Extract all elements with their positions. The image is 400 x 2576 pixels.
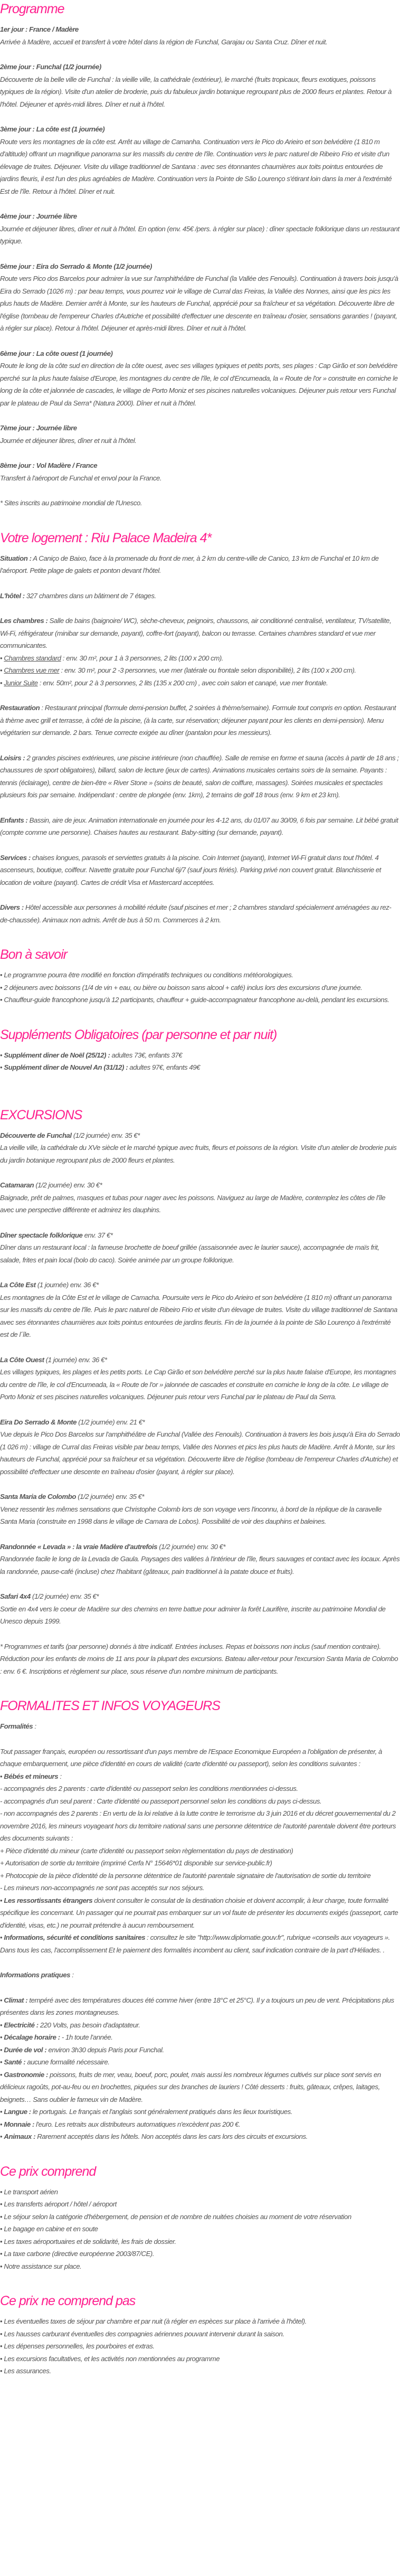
rooms-text: Salle de bains (baignoire/ WC), sèche-cheveux, peignoirs, chaussons, air conditionné centralisé, ventilateur, TV/satellite, Wi-Fi, réfrigérateur (minibar sur demande, payant), coffre-fort (payant), balcon ou terrasse. Certaines chambres standard et vue mer communicantes. [0, 617, 392, 649]
day-title: 2ème jour : Funchal (1/2 journée) [0, 63, 101, 71]
services-text: chaises longues, parasols et serviettes gratuits à la piscine. Coin Internet (payant), Internet Wi-Fi gratuit dans tout l'hôtel. 4 ascenseurs, boutique, coiffeur. Navette gratuite pour Funchal 6j/7 (sauf jours fériés). Parking privé non couvert gratuit. Blanchisserie et location de voiture (payant). Cartes de crédit Visa et Mastercard acceptées. [0, 853, 382, 886]
info-text: le portugais. Le français et l'anglais sont généralement pratiqués dans les lieux touristiques. [31, 2108, 292, 2116]
day-title: 5ème jour : Eira do Serrado & Monte (1/2 journée) [0, 262, 152, 270]
excursion-item [0, 1590, 400, 1628]
excursion-title: Dîner spectacle folklorique [0, 1231, 83, 1239]
excursion-text: Sortie en 4x4 vers le coeur de Madère sur des chemins en terre battue pour admirer la forêt Laurifère, inscrite au patrimoine Mondial de Unesco depuis 1999. [0, 1605, 386, 1625]
excursion-title: Santa Maria de Colombo [0, 1493, 76, 1501]
excursion-text: Baignade, prêt de palmes, masques et tubas pour nager avec les poissons. Naviguez au large de Madère, contemplez les côtes de l'île avec une perspective différente et admirez les dauphins. [0, 1193, 386, 1214]
situation-label: Situation : [0, 554, 32, 562]
day-title: 4ème jour : Journée libre [0, 212, 77, 220]
hotel-divers [0, 901, 400, 926]
excursion-title: La Côte Est [0, 1281, 36, 1289]
hotel-enfants [0, 814, 400, 839]
list-item: • Les éventuelles taxes de séjour par chambre et par nuit (à régler en espèces sur place à l'arrivée à l'hôtel). [0, 2315, 400, 2328]
enfants-text: Bassin, aire de jeux. Animation internationale en journée pour les 4-12 ans, du 01/07 au 30/09, 6 fois par semaine. Lit bébé gratuit (compte comme une personne). Chaises hautes au restaurant. Baby-sitting (sur demande, payant). [0, 816, 398, 836]
info-item [0, 2031, 400, 2044]
excursion-price: (1 journée) env. 36 €* [35, 1281, 99, 1289]
good-to-know-heading: Bon à savoir [0, 947, 67, 962]
day-text: Route le long de la côte sud en direction de la côte ouest, avec ses villages typiques et petits ports, ses plages : Cap Girão et son belvédère perché sur la plus haute falaise d'Europe, les montagnes du centre de l'île, le col d'Encumeada, la « Route de l'or » construite en corniche le long de la côte et jalonnée de cascades, le village de Porto Moniz et ses piscines naturelles volcaniques. Déjeuner puis retour vers Funchal par le plateau de Paul da Serra* (Natura 2000). Dîner et nuit à l'hôtel. [0, 362, 398, 407]
divers-label: Divers : [0, 903, 24, 911]
price-excludes-section [0, 2290, 400, 2377]
day-title: 3ème jour : La côte est (1 journée) [0, 125, 105, 133]
formalities-section [0, 1695, 400, 2143]
hotel-situation [0, 552, 400, 577]
excursion-title: Randonnée « Levada » : la vraie Madère d'autrefois [0, 1542, 157, 1551]
day-text: Journée et déjeuner libres, dîner et nuit à l'hôtel. En option (env. 45€ /pers. à régler sur place) : dîner spectacle folklorique dans un restaurant typique. [0, 224, 399, 245]
excursion-price: (1/2 journée) env. 30 €* [34, 1181, 102, 1189]
excursion-title: Découverte de Funchal [0, 1131, 72, 1139]
list-item: • 2 déjeuners avec boissons (1/4 de vin + eau, ou bière ou boisson sans alcool + café) inclus lors des excursions d'une journée. [0, 982, 400, 994]
info-label: Décalage horaire : [4, 2033, 60, 2041]
info-label: Langue : [4, 2108, 31, 2116]
info-text: 220 Volts, pas besoin d'adaptateur. [38, 2021, 140, 2029]
security-label: Informations, sécurité et conditions sanitaires [4, 1933, 145, 1941]
room-type-sea-view [0, 664, 400, 677]
supplements-heading: Suppléments Obligatoires (par personne et par nuit) [0, 1027, 277, 1042]
info-text: poissons, fruits de mer, veau, boeuf, porc, poulet, mais aussi les nombreux légumes cultivés sur place sont servis en délicieux ragoûts, pot-au-feu ou en brochettes, piquées sur des branches de lauriers ! Côté desserts : fruits, gâteaux, crêpes, laitages, beignets… Sans oublier le fameux vin de Madère. [0, 2070, 381, 2103]
list-item: • Les hausses carburant éventuelles des compagnies aériennes pouvant intervenir durant la saison. [0, 2328, 400, 2341]
day-7 [0, 422, 400, 447]
excursion-text: Dîner dans un restaurant local : la fameuse brochette de boeuf grillée (assaisonnée avec le laurier sauce), accompagnée de maïs frit, salade, frites et pain local (bolo do caco). Soirée animée par un groupe folklorique. [0, 1243, 379, 1264]
info-text: l'euro. Les retraits aux distributeurs automatiques n'excèdent pas 200 €. [34, 2120, 241, 2128]
supplements-section [0, 1024, 400, 1074]
hotel-heading: Votre logement : Riu Palace Madeira 4* [0, 530, 212, 545]
formalities-label: Formalités [0, 1722, 33, 1730]
services-label: Services : [0, 853, 31, 862]
day-title: 8ème jour : Vol Madère / France [0, 461, 98, 469]
day-text: Transfert à l'aéroport de Funchal et envol pour la France. [0, 474, 162, 482]
room-type-standard [0, 652, 400, 665]
room-type-text: : env. 30 m², pour 1 à 3 personnes, 2 lits (100 x 200 cm). [61, 654, 224, 662]
hotel-restauration [0, 702, 400, 739]
minors-label: Bébés et mineurs [4, 1772, 59, 1780]
excursion-text: Vue depuis le Pico Dos Barcelos sur l'amphithéâtre de Funchal (Vallée des Fenouils). Continuation à travers les bois jusqu'à Eira do Serrado (1 026 m) : village de Curral das Freiras visible par beau temps, Vallée des Nonnes et pics les plus hauts de Madère. Arrêt à Monte, sur les hauteurs de Funchal, apprécié pour sa fraîcheur et sa végétation. Découverte libre de l'église (tombeau de l'empereur Charles d'Autriche) et possibilité d'effectuer une descente en traîneau d'osier (payant, à régler sur place). [0, 1430, 400, 1476]
restauration-text: : Restaurant principal (formule demi-pension buffet, 2 soirées à thème/semaine). Formule tout compris en option. Restaurant à thème avec grill et terrasse, à côté de la piscine, (à la carte, sur réservation; déjeuner payant pour les clients en demi-pension). Menu végétarien sur demande. 2 bars. Tenue correcte exigée au dîner (pantalon pour les messieurs). [0, 704, 396, 737]
excursion-text: Les montagnes de la Côte Est et le village de Camacha. Poursuite vers le Pico do Arieiro et son belvédère (1 810 m) offrant un panorama sur les massifs du centre de l'île. Puis le parc naturel de Ribeiro Frio et visite d'un élevage de truites. Visite du village traditionnel de Santana avec ses étonnantes chaumières aux toits pointus entourées de jardins fleuris. Fin de la journée à la pointe de São Lourenço à l'extrémité est de l´île. [0, 1293, 397, 1338]
info-item [0, 1994, 400, 2019]
hotel-services [0, 852, 400, 889]
day-title: 1er jour : France / Madère [0, 25, 79, 33]
day-6 [0, 347, 400, 410]
info-text: Rarement acceptés dans les hôtels. Non acceptés dans les cars lors des circuits et excursions. [35, 2132, 308, 2140]
room-type-text: : env. 30 m², pour 2 -3 personnes, vue mer (latérale ou frontale selon disponibilité), 2 lits (100 x 200 cm). [59, 666, 356, 674]
info-text: environ 3h30 depuis Paris pour Funchal. [46, 2045, 164, 2054]
excursion-item [0, 1279, 400, 1341]
hotel-loisirs [0, 752, 400, 801]
day-title: 6ème jour : La côte ouest (1 journée) [0, 349, 113, 357]
info-item [0, 2118, 400, 2131]
list-item: • Les assurances. [0, 2365, 400, 2377]
excursion-item [0, 1129, 400, 1167]
programme-section [0, 1, 400, 509]
excursion-title: Catamaran [0, 1181, 34, 1189]
excursion-item [0, 1354, 400, 1403]
list-item: • Chauffeur-guide francophone jusqu'à 12 participants, chauffeur + guide-accompagnateur francophone au-delà, pendant les excursions. [0, 994, 400, 1006]
excursion-title: La Côte Ouest [0, 1355, 44, 1364]
practical-info-label: Informations pratiques [0, 1971, 70, 1979]
loisirs-text: 2 grandes piscines extérieures, une piscine intérieure (non chauffée). Salle de remise en forme et sauna (accès à partir de 18 ans ; chaussures de sport obligatoires), billard, salon de lecture (jeux de cartes). Animations musicales certains soirs de la semaine. Payants : tennis (éclairage), centre de bien-être « River Stone » (soins de beauté, salon de coiffure, massages). Soirées musicales et spectacles plusieurs fois par semaine. Indépendant : centre de plongée (env. 1km), 2 terrains de golf 18 trous (env. 9 km et 23 km). [0, 753, 399, 799]
list-item: • Les excursions facultatives, et les activités non mentionnées au programme [0, 2353, 400, 2365]
info-label: Monnaie : [4, 2120, 34, 2128]
day-text: Route vers les montagnes de la côte est. Arrêt au village de Camanha. Continuation vers le Pico do Arieiro et son belvédère (1 810 m d'altitude) offrant un magnifique panorama sur les massifs du centre de l'île. Continuation vers le parc naturel de Ribeiro Frio et visite d'un élevage de truites. Déjeuner. Visite du village traditionnel de Santana : avec ses étonnantes chaumières aux toits pointus entourées de jardins fleuris, il est l'un des plus agréables de Madère. Continuation vers la Pointe de São Lourenço s'étirant loin dans la mer à l'extrémité Est de l'île. Retour à l'hôtel. Dîner et nuit. [0, 137, 392, 195]
security-text: : consultez le site "http://www.diplomatie.gouv.fr", rubrique «conseils aux voyageurs ». Dans tous les cas, l'accomplissement Et le paiement des formalités incombent au client, sauf indication contraire de la part d'Héliades. . [0, 1933, 390, 1954]
info-text: - 1h toute l'année. [60, 2033, 113, 2041]
day-title: 7ème jour : Journée libre [0, 424, 77, 432]
restauration-label: Restauration [0, 704, 40, 712]
info-label: Gastronomie : [4, 2070, 48, 2079]
good-to-know-section [0, 944, 400, 1006]
enfants-label: Enfants : [0, 816, 28, 824]
info-item [0, 2106, 400, 2118]
price-includes-heading: Ce prix comprend [0, 2164, 96, 2179]
list-item: • Les transferts aéroport / hôtel / aéroport [0, 2198, 400, 2211]
excursion-price: (1 journée) env. 36 €* [44, 1355, 107, 1364]
list-item: • La taxe carbone (directive européenne 2003/87/CE). [0, 2248, 400, 2260]
excursion-text: Les villages typiques, les plages et les petits ports. Le Cap Girão et son belvédère perché sur la plus haute falaise d'Europe, les montagnes du centre de l'île, le col d'Encumeada, la « Route de l'or » jalonnée de cascades et construite en corniche le long de la côte. Le village de Porto Moniz et ses piscines naturelles volcaniques. Déjeuner puis retour vers Funchal par le plateau de Paul da Serra. [0, 1368, 396, 1401]
rooms-label: Les chambres : [0, 617, 48, 625]
foreign-label: Les ressortissants étrangers [4, 1896, 93, 1904]
formalities-line: - accompagnés des 2 parents : carte d'identité ou passeport selon les conditions mentionnées ci-dessus. [0, 1785, 298, 1792]
situation-text: A Caniço de Baixo, face à la promenade du front de mer, à 2 km du centre-ville de Canico, 13 km de Funchal et 10 km de l'aéroport. Petite plage de galets et ponton devant l'hôtel. [0, 554, 379, 574]
day-5 [0, 260, 400, 335]
hotel-rooms [0, 615, 400, 689]
info-label: Santé : [4, 2058, 26, 2066]
colon: : [70, 1971, 74, 1979]
day-3 [0, 123, 400, 197]
minors-heading [0, 1770, 400, 1783]
excursion-price: (1/2 journée) env. 21 €* [77, 1418, 145, 1426]
info-item [0, 2069, 400, 2106]
day-text: Journée et déjeuner libres, dîner et nuit à l'hôtel. [0, 436, 137, 445]
excursions-footnote: * Programmes et tarifs (par personne) donnés à titre indicatif. Entrées incluses. Repas et boissons non inclus (sauf mention contraire). Réduction pour les enfants de moins de 11 ans pour la plupart des excursions. Bateau aller-retour pour l'excursion Santa Maria de Colombo : env. 6 €. Inscriptions et règlement sur place, sous réserve d'un nombre minimum de participants. [0, 1642, 398, 1675]
divers-text: Hôtel accessible aux personnes à mobilité réduite (sauf piscines et mer ; 2 chambres standard spécialement aménagées au rez-de-chaussée). Animaux non admis. Arrêt de bus à 50 m. Commerces à 2 km. [0, 903, 392, 924]
colon: : [33, 1722, 36, 1730]
hotel-label: L'hôtel : [0, 591, 25, 600]
supplement-price: adultes 97€, enfants 49€ [128, 1063, 201, 1071]
colon: : [58, 1772, 62, 1780]
formalities-line: - non accompagnés des 2 parents : En vertu de la loi relative à la lutte contre le terrorisme du 3 juin 2016 et du décret gouvernemental du 2 novembre 2016, les mineurs voyageant hors du territoire national sans une personne détentrice de l'autorité parentale doivent être porteurs des documents suivants : [0, 1809, 396, 1842]
excursion-item [0, 1179, 400, 1216]
info-item [0, 2130, 400, 2143]
day-8 [0, 459, 400, 484]
price-excludes-heading: Ce prix ne comprend pas [0, 2294, 136, 2308]
info-text: tempéré avec des températures douces été comme hiver (entre 18°C et 25°C). Il y a toujours un peu de vent. Précipitations plus présentes dans les zones montagneuses. [0, 1996, 394, 2016]
day-text: Arrivée à Madère, accueil et transfert à votre hôtel dans la région de Funchal, Garajau ou Santa Cruz. Dîner et nuit. [0, 37, 328, 46]
excursion-item [0, 1416, 400, 1478]
supplement-price: adultes 73€, enfants 37€ [110, 1051, 183, 1059]
loisirs-label: Loisirs : [0, 753, 25, 762]
day-4 [0, 210, 400, 248]
info-item [0, 2044, 400, 2056]
day-2 [0, 61, 400, 110]
security-info [0, 1931, 400, 1956]
formalities-line: + Photocopie de la pièce d'identité de la personne détentrice de l'autorité parentale signataire de l'autorisation de sortie du territoire [0, 1871, 371, 1880]
info-item [0, 2056, 400, 2069]
room-type-name: Junior Suite [4, 678, 38, 687]
programme-heading: Programme [0, 2, 64, 16]
excursions-section [0, 1105, 400, 1678]
list-item: • Le transport aérien [0, 2186, 400, 2198]
excursion-price: (1/2 journée) env. 30 €* [157, 1542, 226, 1551]
list-item: • Les taxes aéroportuaires et de solidarité, les frais de dossier. [0, 2235, 400, 2248]
formalities-line: + Pièce d'identité du mineur (carte d'identité ou passeport selon règlementation du pays de destination) [0, 1846, 293, 1855]
price-includes-section [0, 2161, 400, 2273]
day-text: Découverte de la belle ville de Funchal : la vieille ville, la cathédrale (extérieur), le marché (fruits tropicaux, fleurs exotiques, poissons typiques de la région). Visite d'un atelier de broderie, puis du fabuleux jardin botanique regroupant plus de 2000 fleurs et plantes. Retour à l'hôtel. Déjeuner et après-midi libres. Dîner et nuit à l'hôtel. [0, 75, 392, 108]
list-item: • Notre assistance sur place. [0, 2260, 400, 2273]
list-item: • Le bagage en cabine et en soute [0, 2223, 400, 2235]
info-label: Animaux : [4, 2132, 36, 2140]
travel-offer-page [0, 1, 400, 2377]
day-text: Route vers Pico dos Barcelos pour admirer la vue sur l'amphithéâtre de Funchal (la Vallée des Fenouils). Continuation à travers bois jusqu'à Eira do Serrado (1026 m) : par beau temps, vous pourrez voir le village de Curral das Freiras, la Vallée des Nonnes, ainsi que les pics les plus hauts de Madère. Dernier arrêt à Monte, sur les hauteurs de Funchal, apprécié pour sa fraîcheur et sa végétation. Découverte libre de l'église (tombeau de l'empereur Charles d'Autriche et possibilité d'effectuer une descente en traîneau d'osier, sensations garanties ! (payant, à régler sur place). Retour à l'hôtel. Déjeuner et après-midi libres. Dîner et nuit à l'hôtel. [0, 275, 398, 332]
excursion-title: Safari 4x4 [0, 1592, 31, 1600]
excursion-price: (1/2 journée) env. 35 €* [30, 1592, 99, 1600]
list-item: • Les dépenses personnelles, les pourboires et extras. [0, 2340, 400, 2353]
info-item [0, 2019, 400, 2032]
formalities-line: + Autorisation de sortie du territoire (imprimé Cerfa N° 15646*01 disponible sur service-public.fr) [0, 1859, 272, 1867]
excursion-price: (1/2 journée) env. 35 €* [75, 1493, 145, 1501]
excursion-item [0, 1541, 400, 1578]
room-type-text: : env. 50m², pour 2 à 3 personnes, 2 lits (135 x 200 cm) , avec coin salon et canapé, vue mer frontale. [37, 678, 328, 687]
hotel-section [0, 527, 400, 927]
foreign-text: doivent consulter le consulat de la destination choisie et doivent accomplir, à leur charge, toute formalité spécifique les concernant. Un passager qui ne pourrait pas embarquer sur un vol faute de présenter les documents exigés (passeport, carte d'identité, visas, etc.) ne pourrait prétendre à aucun remboursement. [0, 1896, 398, 1929]
formalities-line: - accompagnés d'un seul parent : Carte d'identité ou passeport personnel selon les conditions du pays ci-dessus. [0, 1797, 322, 1805]
excursion-text: Venez ressentir les mêmes sensations que Christophe Colomb lors de son voyage vers l'inconnu, à bord de la réplique de la caravelle Santa Maria (construite en 1998 dans le village de Camara de Lobos). Possibilité de voir des dauphins et baleines. [0, 1505, 382, 1525]
list-item: • Le programme pourra être modifié en fonction d'impératifs techniques ou conditions météorologiques. [0, 969, 400, 982]
room-type-name: Chambres standard [4, 654, 61, 662]
excursions-heading: EXCURSIONS [0, 1107, 82, 1122]
info-text: aucune formalité nécessaire. [25, 2058, 110, 2066]
unesco-footnote: * Sites inscrits au patrimoine mondial de l'Unesco. [0, 499, 142, 507]
list-item: • Le séjour selon la catégorie d'hébergement, de pension et de nombre de nuitées choisies au moment de votre réservation [0, 2211, 400, 2223]
day-1 [0, 23, 400, 48]
excursion-title: Eira Do Serrado & Monte [0, 1418, 77, 1426]
hotel-info [0, 590, 400, 602]
excursion-price: env. 37 €* [82, 1231, 113, 1239]
supplement-new-year [0, 1061, 400, 1074]
excursion-item [0, 1490, 400, 1528]
supplement-christmas [0, 1049, 400, 1062]
room-type-name: Chambres vue mer [4, 666, 60, 674]
supplement-label: Supplément diner de Nouvel An (31/12) : [4, 1063, 128, 1071]
excursion-item [0, 1229, 400, 1267]
info-label: Electricité : [4, 2021, 39, 2029]
formalities-intro: Tout passager français, européen ou ressortissant d'un pays membre de l'Espace Economique Européen a l'obligation de présenter, à chaque embarquement, une pièce d'identité en cours de validité (carte d'identité ou passeport), selon les conditions suivantes : [0, 1747, 382, 1768]
excursion-text: La vieille ville, la cathédrale du XVe siècle et le marché typique avec fruits, fleurs et poissons de la région. Visite d'un atelier de broderie puis du jardin botanique regroupant plus de 2000 fleurs et plantes. [0, 1144, 397, 1164]
foreign-nationals [0, 1894, 400, 1932]
info-label: Climat : [4, 1996, 28, 2004]
excursion-price: (1/2 journée) env. 35 €* [71, 1131, 140, 1139]
room-type-junior-suite [0, 677, 400, 690]
hotel-text: 327 chambres dans un bâtiment de 7 étages. [24, 591, 156, 600]
formalities-line: - Les mineurs non-accompagnés ne sont pas acceptés sur nos séjours. [0, 1884, 204, 1892]
supplement-label: Supplément diner de Noël (25/12) : [4, 1051, 110, 1059]
info-label: Durée de vol : [4, 2045, 47, 2054]
formalities-heading: FORMALITES ET INFOS VOYAGEURS [0, 1699, 220, 1713]
excursion-text: Randonnée facile le long de la Levada de Gaula. Paysages des vallées à l'intérieur de l'île, fleurs sauvages et contact avec les locaux. Après la randonnée, pause-café (incluse) chez l'habitant (gâteaux, pain traditionnel à la patate douce et fruits). [0, 1555, 400, 1575]
